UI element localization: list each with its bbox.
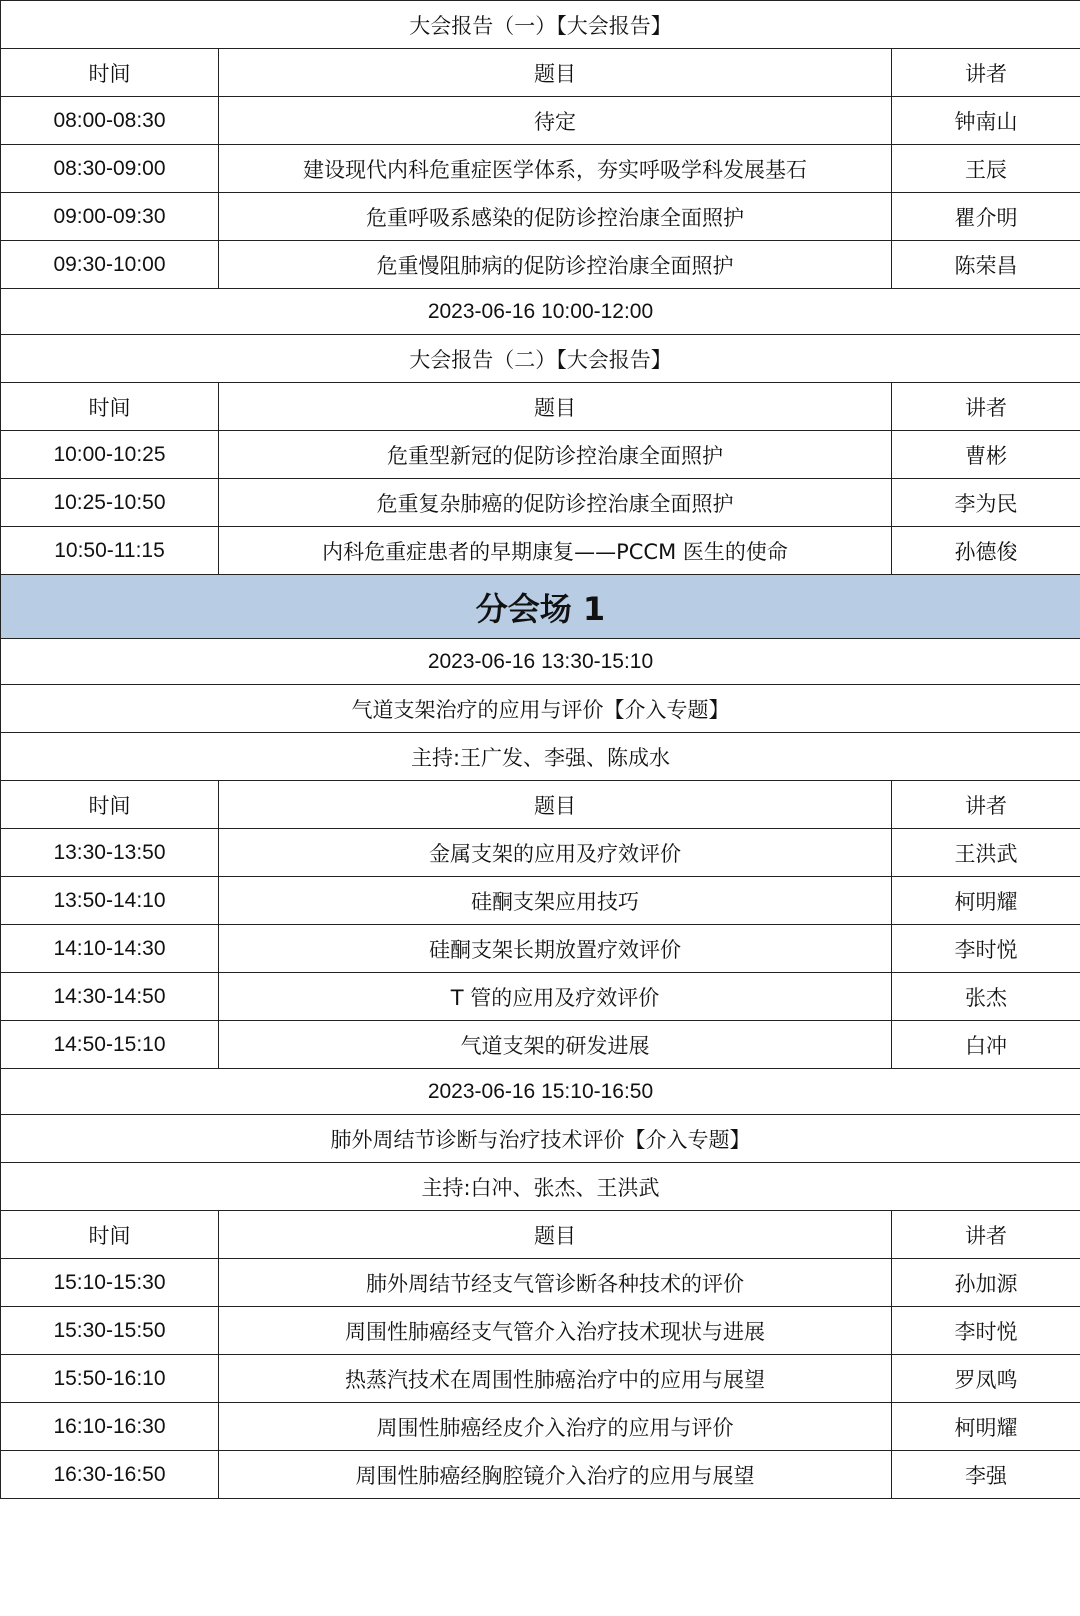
column-header-row: [1, 383, 1080, 431]
section-title: 主持:王广发、李强、陈成水: [1, 733, 1080, 781]
talk-speaker: 白冲: [892, 1021, 1080, 1069]
talk-speaker: 瞿介明: [892, 193, 1080, 241]
session-datetime: 2023-06-16 10:00-12:00: [1, 289, 1080, 335]
talk-row: [1, 193, 1080, 241]
section-title-row: [1, 1163, 1080, 1211]
talk-speaker: 柯明耀: [892, 877, 1080, 925]
talk-speaker: 李时悦: [892, 1307, 1080, 1355]
header-topic: 题目: [219, 49, 892, 97]
talk-speaker: 李为民: [892, 479, 1080, 527]
talk-time: 15:50-16:10: [1, 1355, 219, 1403]
venue-title: 分会场 1: [1, 575, 1080, 639]
talk-speaker: 张杰: [892, 973, 1080, 1021]
talk-row: [1, 145, 1080, 193]
column-header-row: [1, 1211, 1080, 1259]
header-time: 时间: [1, 383, 219, 431]
section-title: 大会报告（一）【大会报告】: [1, 1, 1080, 49]
talk-speaker: 李强: [892, 1451, 1080, 1499]
talk-time: 09:30-10:00: [1, 241, 219, 289]
talk-topic: 危重型新冠的促防诊控治康全面照护: [219, 431, 892, 479]
session-datetime: 2023-06-16 15:10-16:50: [1, 1069, 1080, 1115]
talk-row: [1, 241, 1080, 289]
talk-topic: 危重慢阻肺病的促防诊控治康全面照护: [219, 241, 892, 289]
talk-topic: 周围性肺癌经胸腔镜介入治疗的应用与展望: [219, 1451, 892, 1499]
talk-topic: 金属支架的应用及疗效评价: [219, 829, 892, 877]
talk-speaker: 王辰: [892, 145, 1080, 193]
header-speaker: 讲者: [892, 49, 1080, 97]
talk-topic: 热蒸汽技术在周围性肺癌治疗中的应用与展望: [219, 1355, 892, 1403]
talk-time: 16:10-16:30: [1, 1403, 219, 1451]
talk-time: 14:50-15:10: [1, 1021, 219, 1069]
session-datetime-row: [1, 1069, 1080, 1115]
talk-topic: 危重复杂肺癌的促防诊控治康全面照护: [219, 479, 892, 527]
section-title-row: [1, 685, 1080, 733]
section-title: 大会报告（二）【大会报告】: [1, 335, 1080, 383]
header-time: 时间: [1, 1211, 219, 1259]
session-datetime-row: [1, 639, 1080, 685]
talk-time: 15:10-15:30: [1, 1259, 219, 1307]
section-title: 气道支架治疗的应用与评价【介入专题】: [1, 685, 1080, 733]
talk-topic: 危重呼吸系感染的促防诊控治康全面照护: [219, 193, 892, 241]
venue-title-row: [1, 575, 1080, 639]
talk-row: [1, 479, 1080, 527]
talk-time: 14:30-14:50: [1, 973, 219, 1021]
header-time: 时间: [1, 781, 219, 829]
talk-time: 08:00-08:30: [1, 97, 219, 145]
talk-time: 14:10-14:30: [1, 925, 219, 973]
talk-row: [1, 829, 1080, 877]
talk-topic: 硅酮支架应用技巧: [219, 877, 892, 925]
header-speaker: 讲者: [892, 781, 1080, 829]
header-speaker: 讲者: [892, 383, 1080, 431]
talk-time: 13:30-13:50: [1, 829, 219, 877]
section-title: 主持:白冲、张杰、王洪武: [1, 1163, 1080, 1211]
talk-row: [1, 1355, 1080, 1403]
talk-row: [1, 973, 1080, 1021]
talk-time: 10:00-10:25: [1, 431, 219, 479]
talk-speaker: 钟南山: [892, 97, 1080, 145]
talk-time: 15:30-15:50: [1, 1307, 219, 1355]
talk-time: 08:30-09:00: [1, 145, 219, 193]
column-header-row: [1, 781, 1080, 829]
section-title-row: [1, 1, 1080, 49]
talk-row: [1, 431, 1080, 479]
talk-topic: 周围性肺癌经皮介入治疗的应用与评价: [219, 1403, 892, 1451]
talk-topic: T 管的应用及疗效评价: [219, 973, 892, 1021]
talk-topic: 内科危重症患者的早期康复——PCCM 医生的使命: [219, 527, 892, 575]
talk-row: [1, 925, 1080, 973]
talk-row: [1, 1451, 1080, 1499]
talk-row: [1, 1307, 1080, 1355]
talk-row: [1, 1021, 1080, 1069]
header-speaker: 讲者: [892, 1211, 1080, 1259]
talk-time: 10:50-11:15: [1, 527, 219, 575]
talk-row: [1, 527, 1080, 575]
talk-topic: 建设现代内科危重症医学体系，夯实呼吸学科发展基石: [219, 145, 892, 193]
talk-speaker: 罗凤鸣: [892, 1355, 1080, 1403]
header-topic: 题目: [219, 383, 892, 431]
talk-time: 13:50-14:10: [1, 877, 219, 925]
talk-speaker: 王洪武: [892, 829, 1080, 877]
talk-time: 09:00-09:30: [1, 193, 219, 241]
session-datetime-row: [1, 289, 1080, 335]
column-header-row: [1, 49, 1080, 97]
section-title-row: [1, 733, 1080, 781]
talk-topic: 硅酮支架长期放置疗效评价: [219, 925, 892, 973]
talk-speaker: 孙德俊: [892, 527, 1080, 575]
talk-speaker: 柯明耀: [892, 1403, 1080, 1451]
talk-topic: 气道支架的研发进展: [219, 1021, 892, 1069]
talk-topic: 周围性肺癌经支气管介入治疗技术现状与进展: [219, 1307, 892, 1355]
talk-time: 16:30-16:50: [1, 1451, 219, 1499]
talk-time: 10:25-10:50: [1, 479, 219, 527]
talk-row: [1, 1259, 1080, 1307]
section-title-row: [1, 335, 1080, 383]
talk-row: [1, 877, 1080, 925]
section-title: 肺外周结节诊断与治疗技术评价【介入专题】: [1, 1115, 1080, 1163]
talk-speaker: 孙加源: [892, 1259, 1080, 1307]
header-topic: 题目: [219, 781, 892, 829]
talk-speaker: 曹彬: [892, 431, 1080, 479]
talk-speaker: 陈荣昌: [892, 241, 1080, 289]
header-topic: 题目: [219, 1211, 892, 1259]
session-datetime: 2023-06-16 13:30-15:10: [1, 639, 1080, 685]
talk-row: [1, 97, 1080, 145]
talk-row: [1, 1403, 1080, 1451]
talk-topic: 肺外周结节经支气管诊断各种技术的评价: [219, 1259, 892, 1307]
header-time: 时间: [1, 49, 219, 97]
section-title-row: [1, 1115, 1080, 1163]
talk-topic: 待定: [219, 97, 892, 145]
talk-speaker: 李时悦: [892, 925, 1080, 973]
